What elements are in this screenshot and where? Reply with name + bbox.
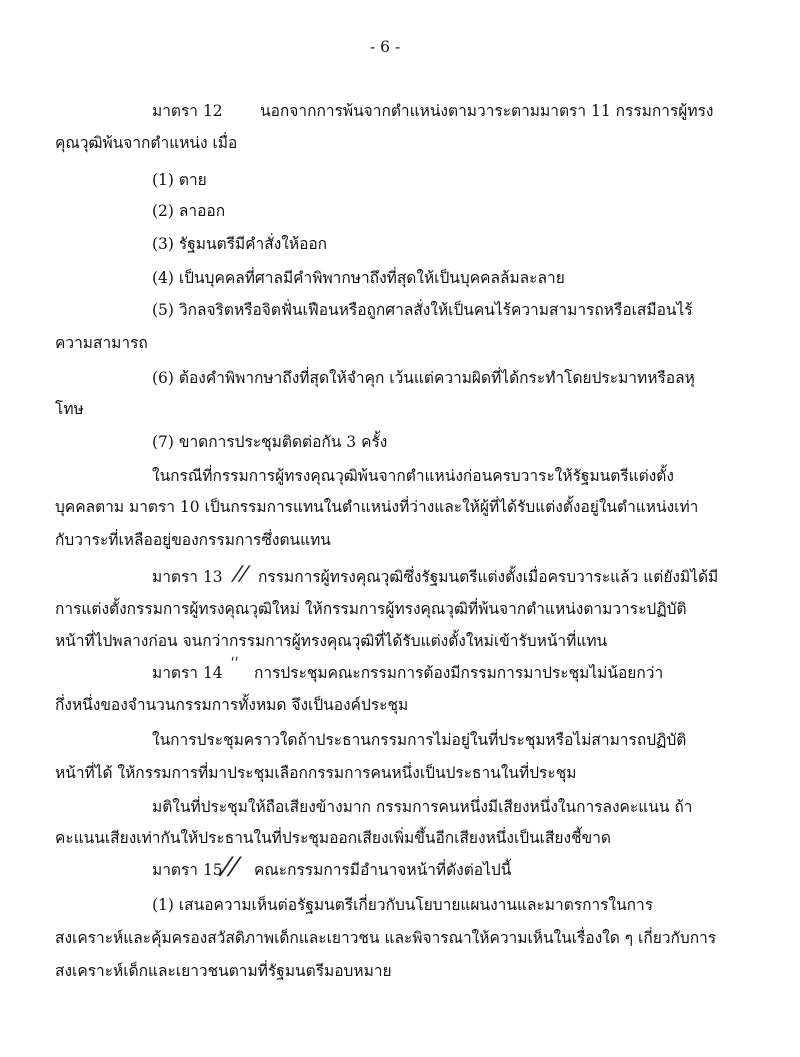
section-12-item-1: (1) ตาย	[152, 171, 207, 189]
handwritten-check-mark: //	[219, 852, 241, 880]
section-13-text-line-1: กรรมการผู้ทรงคุณวุฒิซึ่งรัฐมนตรีแต่งตั้งเมื่อครบวาระแล้ว แต่ยังมิได้มี	[258, 568, 719, 586]
section-14-text-line-2: กึ่งหนึ่งของจำนวนกรรมการทั้งหมด จึงเป็นองค์ประชุม	[55, 696, 409, 714]
section-14-text-line-1: การประชุมคณะกรรมการต้องมีกรรมการมาประชุมไม่น้อยกว่า	[254, 664, 664, 682]
section-12-paragraph-line-2: บุคคลตาม มาตรา 10 เป็นกรรมการแทนในตำแหน่งที่ว่างและให้ผู้ที่ได้รับแต่งตั้งอยู่ในตำแหน่งเท่า	[55, 498, 699, 516]
section-12-item-4: (4) เป็นบุคคลที่ศาลมีคำพิพากษาถึงที่สุดให้เป็นบุคคลล้มละลาย	[152, 269, 565, 287]
section-15-label: มาตรา 15	[152, 861, 223, 879]
section-12-item-7: (7) ขาดการประชุมติดต่อกัน 3 ครั้ง	[152, 433, 388, 451]
section-14-paragraph-3-line-2: คะแนนเสียงเท่ากันให้ประธานในที่ประชุมออกเสียงเพิ่มขึ้นอีกเสียงหนึ่งเป็นเสียงชี้ขาด	[55, 829, 611, 847]
section-12-item-5-line-2: ความสามารถ	[55, 334, 148, 352]
section-13-label: มาตรา 13	[152, 568, 223, 586]
section-12-item-6-line-2: โทษ	[55, 400, 84, 418]
handwritten-check-mark: ''	[228, 655, 240, 671]
section-12-item-5-line-1: (5) วิกลจริตหรือจิตฟั่นเฟือนหรือถูกศาลสั่งให้เป็นคนไร้ความสามารถหรือเสมือนไร้	[152, 301, 693, 319]
section-15-text-line-1: คณะกรรมการมีอำนาจหน้าที่ดังต่อไปนี้	[254, 861, 512, 879]
section-12-paragraph-line-3: กับวาระที่เหลืออยู่ของกรรมการซึ่งตนแทน	[55, 531, 331, 549]
section-15-item-1-line-3: สงเคราะห์เด็กและเยาวชนตามที่รัฐมนตรีมอบหมาย	[55, 962, 392, 980]
section-12-text-line-2: คุณวุฒิพ้นจากตำแหน่ง เมื่อ	[55, 134, 238, 152]
handwritten-check-mark: //	[231, 561, 250, 585]
page-number: - 6 -	[370, 38, 401, 56]
section-12-item-2: (2) ลาออก	[152, 202, 226, 220]
section-13-text-line-3: หน้าที่ไปพลางก่อน จนกว่ากรรมการผู้ทรงคุณวุฒิที่ได้รับแต่งตั้งใหม่เข้ารับหน้าที่แทน	[55, 632, 608, 650]
section-12-text-line-1: นอกจากการพ้นจากตำแหน่งตามวาระตามมาตรา 11 กรรมการผู้ทรง	[260, 102, 714, 120]
section-12-item-3: (3) รัฐมนตรีมีคำสั่งให้ออก	[152, 235, 328, 253]
section-14-paragraph-2-line-1: ในการประชุมคราวใดถ้าประธานกรรมการไม่อยู่ในที่ประชุมหรือไม่สามารถปฏิบัติ	[152, 731, 687, 749]
section-15-item-1-line-1: (1) เสนอความเห็นต่อรัฐมนตรีเกี่ยวกับนโยบายแผนงานและมาตรการในการ	[152, 896, 654, 914]
section-15-item-1-line-2: สงเคราะห์และคุ้มครองสวัสดิภาพเด็กและเยาวชน และพิจารณาให้ความเห็นในเรื่องใด ๆ เกี่ยวกับการ	[55, 929, 717, 947]
section-12-item-6-line-1: (6) ต้องคำพิพากษาถึงที่สุดให้จำคุก เว้นแต่ความผิดที่ได้กระทำโดยประมาทหรือลหุ	[152, 369, 695, 387]
section-14-label: มาตรา 14	[152, 664, 223, 682]
section-12-paragraph-line-1: ในกรณีที่กรรมการผู้ทรงคุณวุฒิพ้นจากตำแหน่งก่อนครบวาระให้รัฐมนตรีแต่งตั้ง	[152, 467, 674, 485]
section-14-paragraph-2-line-2: หน้าที่ได้ ให้กรรมการที่มาประชุมเลือกกรรมการคนหนึ่งเป็นประธานในที่ประชุม	[55, 764, 577, 782]
section-13-text-line-2: การแต่งตั้งกรรมการผู้ทรงคุณวุฒิใหม่ ให้กรรมการผู้ทรงคุณวุฒิที่พ้นจากตำแหน่งตามวาระปฏิบัติ	[55, 600, 687, 618]
section-14-paragraph-3-line-1: มติในที่ประชุมให้ถือเสียงข้างมาก กรรมการคนหนึ่งมีเสียงหนึ่งในการลงคะแนน ถ้า	[152, 798, 693, 816]
section-12-label: มาตรา 12	[152, 102, 223, 120]
